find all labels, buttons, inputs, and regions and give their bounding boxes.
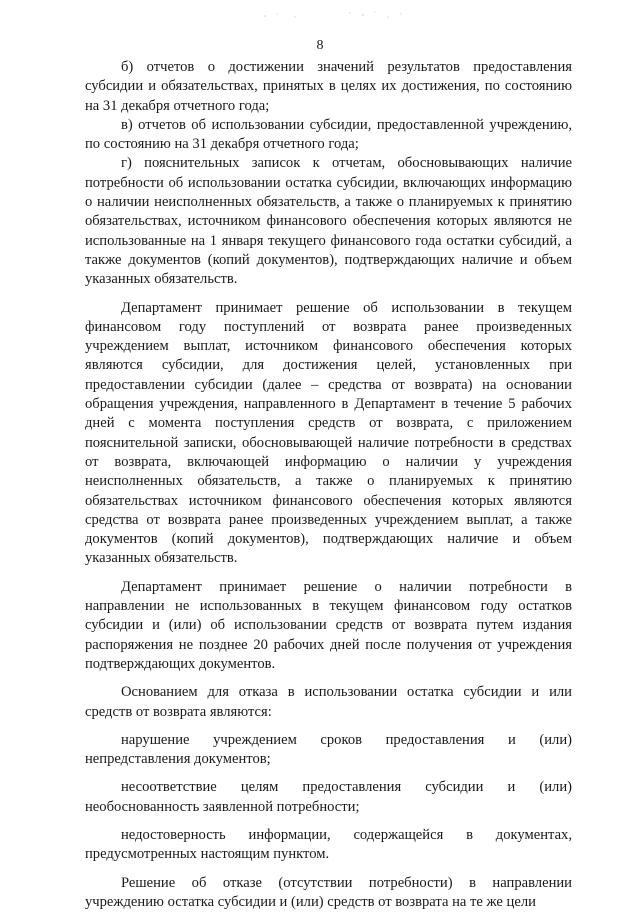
paragraph-item-g: г) пояснительных записок к отчетам, обосновывающих наличие потребности об использовании остатка субсидии, включающих информацию о наличии неисполненных обязательств, а также о планируемых к принятию обязательствах, источником финансового обеспечения которых являются не использованные на 1 января текущего финансового года остатки субсидий, а также документов (копий документов), подтверждающих наличие и объем указанных обязательств. (85, 155, 572, 288)
paragraph-department-decision: Департамент принимает решение о наличии потребности в направлении не использованных в текущем финансовом году остатков субсидии и (или) об использовании средств от возврата путем издания распоряжения не позднее 20 рабочих дней после получения от учреждения подтверждающих документов. (85, 578, 572, 672)
paragraph-item-b: б) отчетов о достижении значений результатов предоставления субсидии и обязательствах, принятых в целях их достижения, по состоянию на 31 декабря отчетного года; (85, 59, 572, 114)
paragraph-ground-mismatch: несоответствие целям предоставления субсидии и (или) необоснованность заявленной потребности; (85, 779, 572, 815)
paragraph-refusal-decision: Решение об отказе (отсутствии потребности) в направлении учреждению остатка субсидии и (или) средств от возврата на те же цели (85, 874, 572, 910)
page-number: 8 (316, 38, 324, 53)
scan-artifact (255, 8, 415, 22)
paragraph-refusal-grounds: Основанием для отказа в использовании остатка субсидии и или средств от возврата являются: (85, 684, 572, 720)
paragraph-ground-inaccuracy: недостоверность информации, содержащейся в документах, предусмотренных настоящим пунктом. (85, 826, 572, 863)
document-body (85, 58, 572, 912)
paragraph-ground-violation: нарушение учреждением сроков предоставления и (или) непредставления документов; (85, 731, 572, 768)
paragraph-item-v: в) отчетов об использовании субсидии, предоставленной учреждению, по состоянию на 31 декабря отчетного года; (85, 116, 572, 153)
paragraph-department-returns: Департамент принимает решение об использовании в текущем финансовом году поступлений от возврата ранее произведенных учреждением выплат, источником финансового обеспечения которых являются субсидии, для достижения целей, установленных при предоставлении субсидии (далее – средства от возврата) на основании обращения учреждения, направленного в Департамент в течение 5 рабочих дней с момента поступления средств от возврата, с приложением пояснительной записки, обосновывающей наличие потребности в средствах от возврата, включающей информацию о наличии у учреждения неисполненных обязательств, а также о планируемых к принятию обязательствах источником финансового обеспечения которых являются средства от возврата ранее произведенных учреждением выплат, а также документов (копий документов), подтверждающих наличие и объем указанных обязательств. (85, 299, 572, 567)
